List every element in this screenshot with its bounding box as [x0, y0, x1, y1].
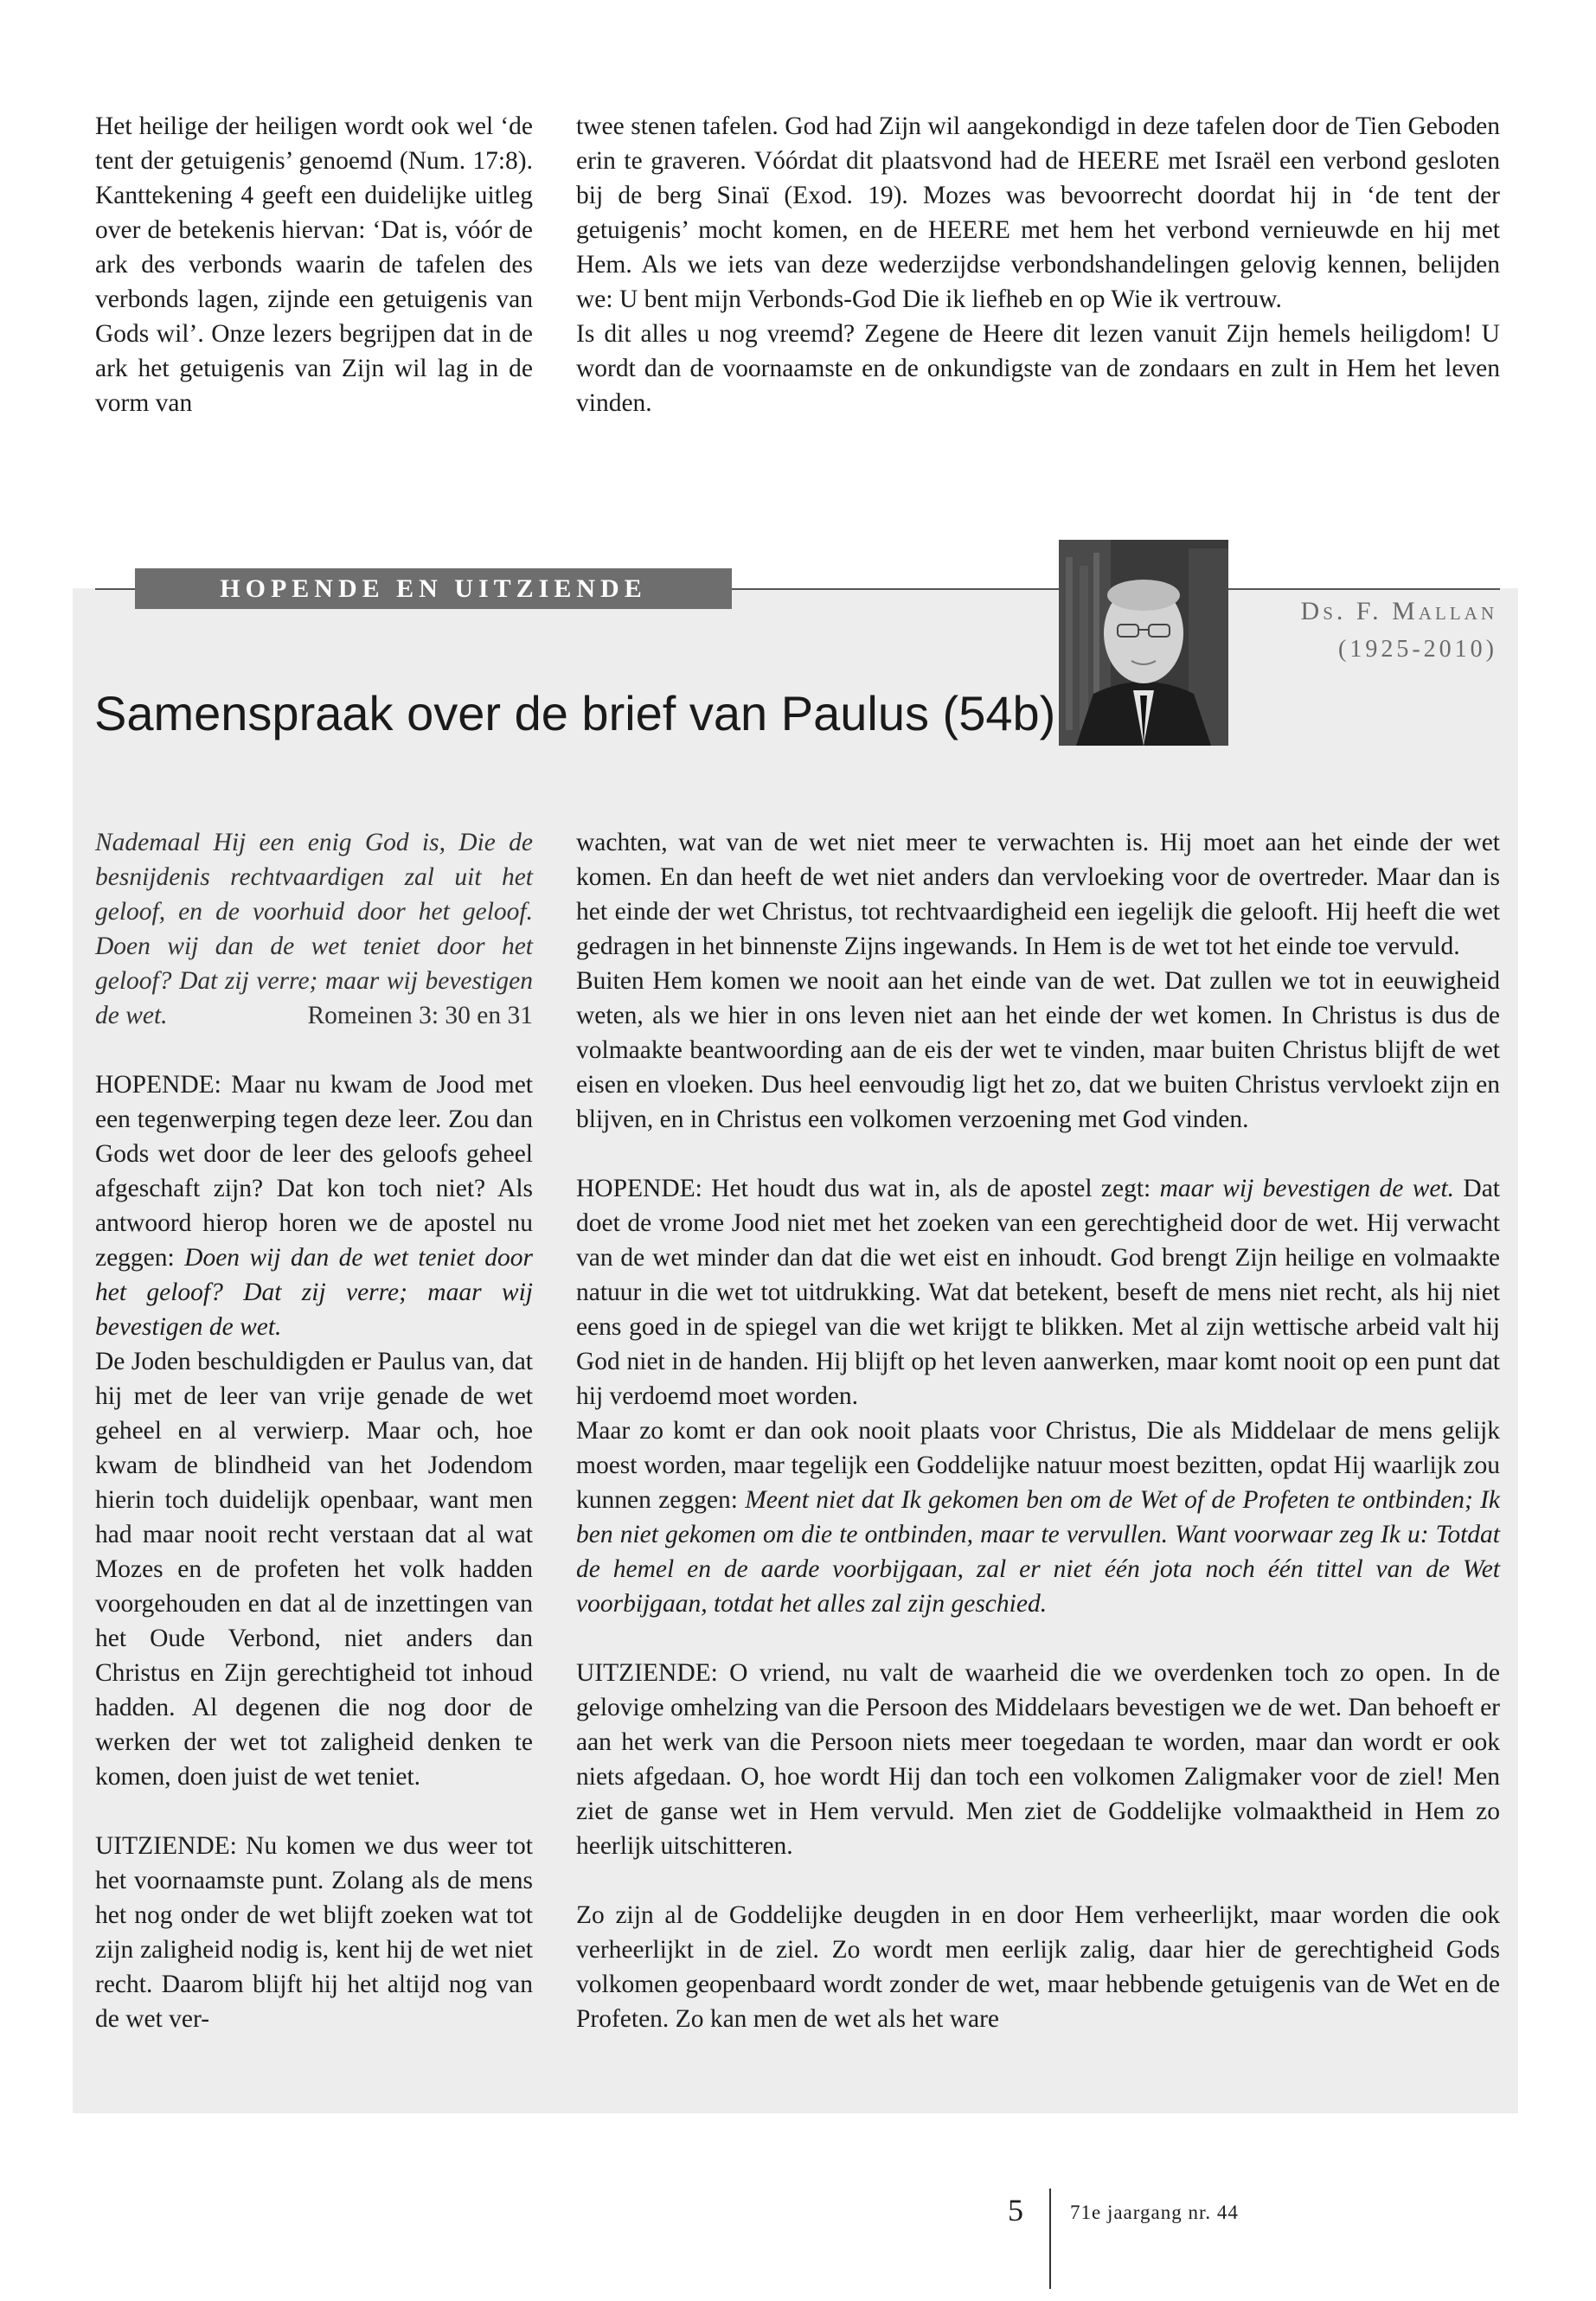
section-tag: HOPENDE EN UITZIENDE: [135, 568, 732, 609]
spacer: [576, 1863, 1500, 1898]
left-paragraph-3: UITZIENDE: Nu komen we dus weer tot het voornaamste punt. Zolang als de mens het nog onder de wet blijft zoeken wat tot zijn zaligheid nodig is, kent hij de wet niet recht. Daarom blijft hij het altijd nog van de wet ver-: [95, 1832, 533, 2033]
left-paragraph-2: De Joden beschuldigden er Paulus van, dat hij met de leer van vrije genade de wet geheel en al verwierp. Maar och, hoe kwam de blindheid van het Jodendom hierin toch duidelijk openbaar, want men had maar nooit recht verstaan dat al wat Mozes en de profeten het volk hadden voorgehouden en dat al de inzettingen van het Oude Verbond, niet anders dan Christus en Zijn gerechtigheid tot inhoud hadden. Al degenen die nog door de werken der wet tot zaligheid denken te komen, doen juist de wet teniet.: [95, 1348, 533, 1791]
left-p1-italic: Doen wij dan de wet teniet door het geloof? Dat zij verre; maar wij bevestigen de wet.: [95, 1244, 533, 1341]
right-p4-text: Maar zo komt er dan ook nooit plaats voor Christus, Die als Middelaar de mens gelijk moest worden, maar tegelijk een Goddelijke natuur moest bezitten, opdat Hij waarlijk zou kunnen zeggen:: [576, 1417, 1500, 1514]
top-left-paragraph: Het heilige der heiligen wordt ook wel ‘de tent der getuigenis’ genoemd (Num. 17:8). Kanttekening 4 geeft een duidelijke uitleg over de betekenis hiervan: ‘Dat is, vóór de ark des verbonds waarin de tafelen des verbonds lagen, zijnde een getuigenis van Gods wil’. Onze lezers begrijpen dat in de ark het getuigenis van Zijn wil lag in de vorm van: [95, 112, 533, 417]
top-right-paragraph-1: twee stenen tafelen. God had Zijn wil aangekondigd in deze tafelen door de Tien Geboden erin te graveren. Vóórdat dit plaatsvond had de HEERE met Israël een verbond gesloten bij de berg Sinaï (Exod. 19). Mozes was bevoorrecht doordat hij in ‘de tent der getuigenis’ mocht komen, en de HEERE met hem het verbond vernieuwde en hij met Hem. Als we iets van deze wederzijdse verbondshandelingen gelovig kennen, belijden we: U bent mijn Verbonds-God Die ik liefheb en op Wie ik vertrouw.: [576, 112, 1500, 313]
author-byline: [1301, 593, 1497, 669]
right-p3-rest: Dat doet de vrome Jood niet met het zoeken van een gerechtigheid door de wet. Hij verwacht van de wet minder dan dat die wet eist en inhoudt. God brengt Zijn heilige en volmaakte natuur in die wet tot uitdrukking. Wat dat betekent, beseft de mens niet recht, als hij niet eens goed in de spiegel van die wet krijgt te blikken. Met al zijn wettische arbeid valt hij God niet in de handen. Hij blijft op het leven aanwerken, maar komt nooit op een punt dat hij verdoemd moet worden.: [576, 1175, 1500, 1410]
scripture-quote: [95, 825, 533, 1033]
author-name: Ds. F. Mallan: [1300, 597, 1497, 625]
right-p4-italic: Meent niet dat Ik gekomen ben om de Wet of de Profeten te ontbinden; Ik ben niet gekomen om die te ontbinden, maar te vervullen. Want voorwaar zeg Ik u: Totdat de hemel en de aarde voorbijgaan, zal er niet één jota noch één tittel van de Wet voorbijgaan, totdat het alles zal zijn geschied.: [576, 1486, 1501, 1618]
right-paragraph-3: [576, 1171, 1500, 1413]
quote-reference: Romeinen 3: 30 en 31: [307, 1002, 533, 1029]
author-years: (1925-2010): [1338, 636, 1497, 663]
right-paragraph-1: wachten, wat van de wet niet meer te verwachten is. Hij moet aan het einde der wet komen. En dan heeft de wet niet anders dan vervloeking voor de overtreder. Maar dan is het einde der wet Christus, tot rechtvaardigheid een iegelijk die gelooft. Hij heeft die wet gedragen in het binnenste Zijns ingewands. In Hem is de wet tot het einde toe vervuld.: [576, 829, 1500, 960]
right-paragraph-4: [576, 1413, 1500, 1621]
quote-text: Nademaal Hij een enig God is, Die de besnijdenis rechtvaardigen zal uit het geloof, en de voorhuid door het geloof. Doen wij dan de wet teniet door het geloof? Dat zij verre; maar wij bevestigen de wet.: [95, 829, 533, 1029]
page-number: 5: [1008, 2193, 1023, 2227]
spacer: [95, 1033, 533, 1067]
right-p3-text: HOPENDE: Het houdt dus wat in, als de apostel zegt:: [576, 1175, 1160, 1202]
right-p3-italic: maar wij bevestigen de wet.: [1159, 1175, 1455, 1202]
left-p1-text: HOPENDE: Maar nu kwam de Jood met een tegenwerping tegen deze leer. Zou dan Gods wet door de leer des geloofs geheel afgeschaft zijn? Dat kon toch niet? Als antwoord hierop horen we de apostel nu zeggen:: [95, 1071, 533, 1272]
article-headline: Samenspraak over de brief van Paulus (54b): [94, 686, 1056, 740]
top-article-left-column: [95, 109, 533, 420]
spacer: [576, 1621, 1500, 1656]
right-paragraph-6: Zo zijn al de Goddelijke deugden in en door Hem verheerlijkt, maar worden die ook verheerlijkt in de ziel. Zo wordt men eerlijk zalig, daar hier de gerechtigheid Gods volkomen geopenbaard wordt zonder de wet, maar hebbende getuigenis van de Wet en de Profeten. Zo kan men de wet als het ware: [576, 1901, 1500, 2033]
right-paragraph-2: Buiten Hem komen we nooit aan het einde van de wet. Dat zullen we tot in eeuwigheid weten, als we hier in ons leven niet aan het einde der wet komen. In Christus is dus de volmaakte beantwoording aan de eis der wet te vinden, maar buiten Christus blijft de wet eisen en vloeken. Dus heel eenvoudig ligt het zo, dat we buiten Christus vervloekt zijn en blijven, en in Christus een volkomen verzoening met God vinden.: [576, 967, 1500, 1133]
spacer: [576, 1137, 1500, 1171]
top-right-paragraph-2: Is dit alles u nog vreemd? Zegene de Heere dit lezen vanuit Zijn hemels heiligdom! U wordt dan de voornaamste en de onkundigste van de zondaars en zult in Hem het leven vinden.: [576, 320, 1500, 417]
left-paragraph-1: [95, 1067, 533, 1344]
author-portrait-image: [1059, 540, 1228, 746]
main-right-column: [576, 825, 1500, 2036]
top-article-right-column: [576, 109, 1500, 420]
main-left-column: [95, 825, 533, 2036]
spacer: [95, 1794, 533, 1829]
issue-label: 71e jaargang nr. 44: [1070, 2202, 1239, 2223]
right-paragraph-5: UITZIENDE: O vriend, nu valt de waarheid die we overdenken toch zo open. In de gelovige omhelzing van die Persoon des Middelaars bevestigen we de wet. Dan behoeft er aan het werk van die Persoon niets meer toegedaan te worden, maar dan wordt er ook niets afgedaan. O, hoe wordt Hij dan toch een volkomen Zaligmaker voor de ziel! Men ziet de ganse wet in Hem vervuld. Men ziet de Goddelijke volmaaktheid in Hem zo heerlijk uitschitteren.: [576, 1659, 1500, 1860]
footer-divider: [1049, 2189, 1051, 2289]
author-photo: [1059, 540, 1228, 746]
